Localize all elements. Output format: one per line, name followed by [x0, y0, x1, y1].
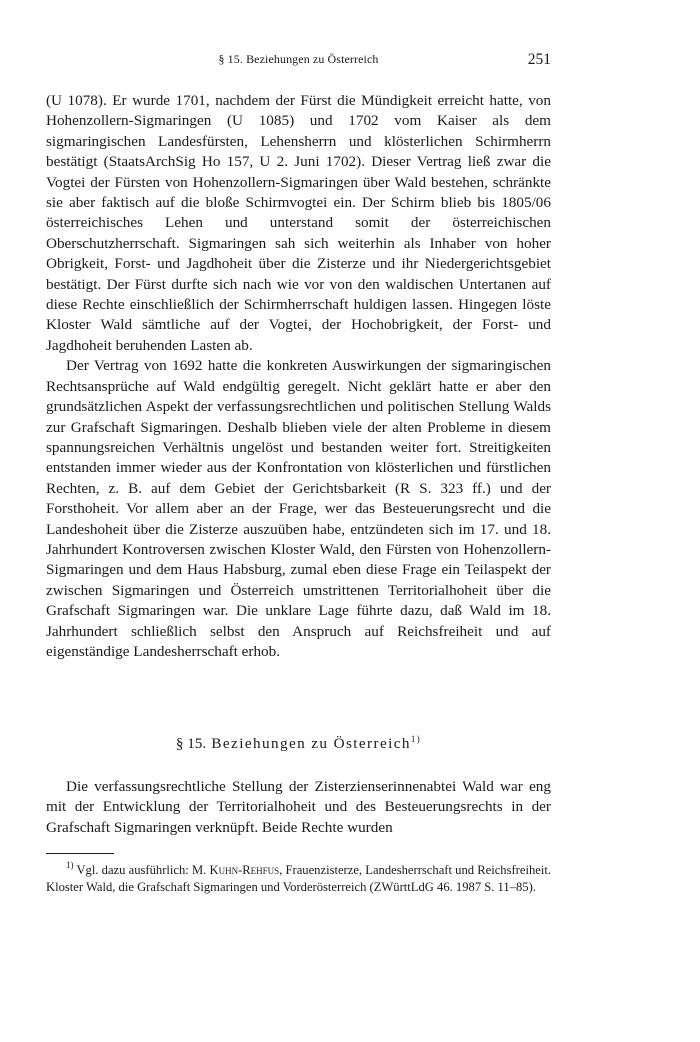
running-title: § 15. Beziehungen zu Österreich [218, 52, 379, 66]
section-title: Beziehungen zu Österreich [211, 735, 411, 752]
footnote-reference: 1) [410, 734, 422, 744]
paragraph: (U 1078). Er wurde 1701, nachdem der Fürst die Mündigkeit erreicht hatte, von Hohenzollern-Sigmaringen (U 1085) und 1702 vom Kaiser als dem sigmaringischen Landesfürsten, Lehensherrn und klösterlichen Schirmherrn bestätigt (StaatsArchSig Ho 157, U 2. Juni 1702). Dieser Vertrag ließ zwar die Vogtei der Fürsten von Hohenzollern-Sigmaringen über Wald bestehen, schränkte sie aber faktisch auf die bloße Schirmvogtei ein. Der Schirm blieb bis 1805/06 österreichisches Lehen und unterstand somit der österreichischen Oberschutzherrschaft. Sigmaringen sah sich weiterhin als Inhaber von hoher Obrigkeit, Forst- und Jagdhoheit über die Zisterze und ihr Niedergerichtsgebiet bestätigt. Der Fürst durfte sich nach wie vor von den waldischen Untertanen auf diese Rechte einschließlich der Schirmherrschaft huldigen lassen. Hingegen löste Kloster Wald sämtliche auf der Vogtei, der Hochobrigkeit, der Forst- und Jagdhoheit beruhenden Lasten ab. [46, 92, 551, 354]
section-heading [46, 735, 551, 753]
section-paragraph: Die verfassungsrechtliche Stellung der Zisterzienserinnenabtei Wald war eng mit der Entwicklung der Territorialhoheit und des Besteuerungsrechts in der Grafschaft Sigmaringen verknüpft. Beide Rechte wurden [46, 778, 551, 836]
book-page [46, 0, 551, 1042]
main-text [46, 91, 551, 662]
footnote-text-after: , Frauenzisterze, Landesherrschaft und Reichsfreiheit. Kloster Wald, die Grafschaft Sigmaringen und Vorderösterreich (ZWürttLdG 46. 1987 S. 11–85). [46, 863, 551, 894]
footnote-divider [46, 853, 114, 854]
footnote-text-before: Vgl. dazu ausführlich: M. [76, 863, 207, 877]
page-number: 251 [527, 51, 551, 68]
running-header [46, 52, 551, 72]
footnote [46, 862, 551, 896]
footnote-marker: 1) [66, 860, 74, 870]
section-symbol: § 15. [175, 735, 207, 752]
footnote-author: Kuhn-Rehfus [209, 863, 280, 877]
paragraph: Der Vertrag von 1692 hatte die konkreten Auswirkungen der sigmaringischen Rechtsansprüche auf Wald endgültig geregelt. Nicht geklärt hatte er aber den grundsätzlichen Aspekt der verfassungsrechtlichen und politischen Stellung Walds zur Grafschaft Sigmaringen. Deshalb blieben viele der alten Probleme in diesem spannungsreichen Verhältnis ungelöst und bestanden weiter fort. Streitigkeiten entstanden immer wieder aus der Konfrontation von klösterlichen und fürstlichen Rechten, z. B. auf dem Gebiet der Gerichtsbarkeit (R S. 323 ff.) und der Forsthoheit. Vor allem aber an der Frage, wer das Besteuerungsrecht und die Landeshoheit über die Zisterze auszuüben habe, entzündeten sich im 17. und 18. Jahrhundert Kontroversen zwischen Kloster Wald, den Fürsten von Hohenzollern-Sigmaringen und dem Haus Habsburg, zumal eben diese Frage ein Teilaspekt der zwischen Sigmaringen und Österreich umstrittenen Territorialhoheit über die Grafschaft Sigmaringen war. Die unklare Lage führte dazu, daß Wald im 18. Jahrhundert schließlich selbst den Anspruch auf Reichsfreiheit und auf eigenständige Landesherrschaft erhob. [46, 357, 551, 660]
